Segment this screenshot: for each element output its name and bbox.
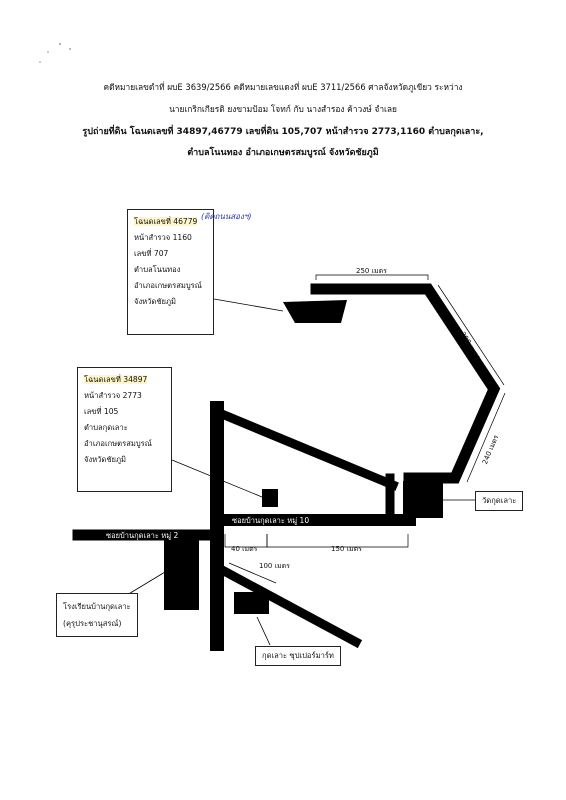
distance-240: 240 เมตร bbox=[480, 433, 501, 466]
scan-specks bbox=[39, 43, 70, 62]
deed-46779-survey: หน้าสำรวจ 1160 bbox=[134, 233, 192, 242]
road-label-moo10: ซอยบ้านกุดเลาะ หมู่ 10 bbox=[232, 516, 310, 525]
deed-34897-number: เลขที่ 105 bbox=[84, 407, 119, 416]
supermarket-building bbox=[234, 592, 269, 614]
handwritten-note: (ติดถนนสองฯ) bbox=[201, 212, 252, 221]
distance-300: 300 เมตร bbox=[458, 330, 482, 361]
deed-34897-title: โฉนดเลขที่ 34897 bbox=[84, 375, 148, 384]
supermarket-label: กุดเลาะ ซุปเปอร์มาร์ท bbox=[255, 646, 341, 666]
case-number-line: คดีหมายเลขดำที่ ผบE 3639/2566 คดีหมายเลขแดงที่ ผบE 3711/2566 ศาลจังหวัดภูเขียว ระหว่าง bbox=[103, 82, 463, 92]
deed-34897-district: อำเภอเกษตรสมบูรณ์ bbox=[84, 439, 152, 448]
school-building bbox=[164, 538, 199, 610]
photo-title-line: รูปถ่ายที่ดิน โฉนดเลขที่ 34897,46779 เลขที่ดิน 105,707 หน้าสำรวจ 2773,1160 ตำบลกุดเลาะ, bbox=[82, 127, 484, 137]
deed-46779-subdistrict: ตำบลโนนทอง bbox=[134, 265, 181, 274]
school-label bbox=[56, 593, 138, 637]
road-label-moo2: ซอยบ้านกุดเลาะ หมู่ 2 bbox=[106, 531, 179, 540]
school-label-line1: โรงเรียนบ้านกุดเลาะ bbox=[63, 602, 131, 611]
distance-250: 250 เมตร bbox=[356, 267, 387, 275]
loop-road bbox=[316, 289, 494, 478]
parcel-34897 bbox=[262, 489, 278, 507]
temple-building bbox=[403, 481, 443, 518]
deed-34897-province: จังหวัดชัยภูมิ bbox=[84, 455, 126, 464]
parties-line: นายเกริกเกียรติ ยงขามป้อม โจทก์ กับ นางสำรอง ค้าวงษ์ จำเลย bbox=[169, 104, 397, 114]
upper-diagonal-road bbox=[217, 412, 393, 485]
deed-46779-province: จังหวัดชัยภูมิ bbox=[134, 297, 176, 306]
deed-34897-subdistrict: ตำบลกุดเลาะ bbox=[84, 423, 128, 432]
distance-100: 100 เมตร bbox=[259, 562, 290, 570]
location-line: ตำบลโนนทอง อำเภอเกษตรสมบูรณ์ จังหวัดชัยภูมิ bbox=[187, 148, 379, 158]
deed-46779-district: อำเภอเกษตรสมบูรณ์ bbox=[134, 281, 202, 290]
deed-box-34897 bbox=[77, 367, 172, 492]
distance-40: 40 เมตร bbox=[231, 545, 258, 553]
temple-label: วัดกุดเลาะ bbox=[475, 491, 523, 511]
deed-46779-title: โฉนดเลขที่ 46779 bbox=[134, 217, 198, 226]
school-label-line2: (คุรุประชานุสรณ์) bbox=[63, 619, 122, 628]
deed-box-46779 bbox=[127, 209, 214, 335]
parcel-46779 bbox=[283, 300, 347, 323]
deed-46779-number: เลขที่ 707 bbox=[134, 249, 169, 258]
deed-34897-survey: หน้าสำรวจ 2773 bbox=[84, 391, 142, 400]
distance-150: 150 เมตร bbox=[331, 545, 362, 553]
